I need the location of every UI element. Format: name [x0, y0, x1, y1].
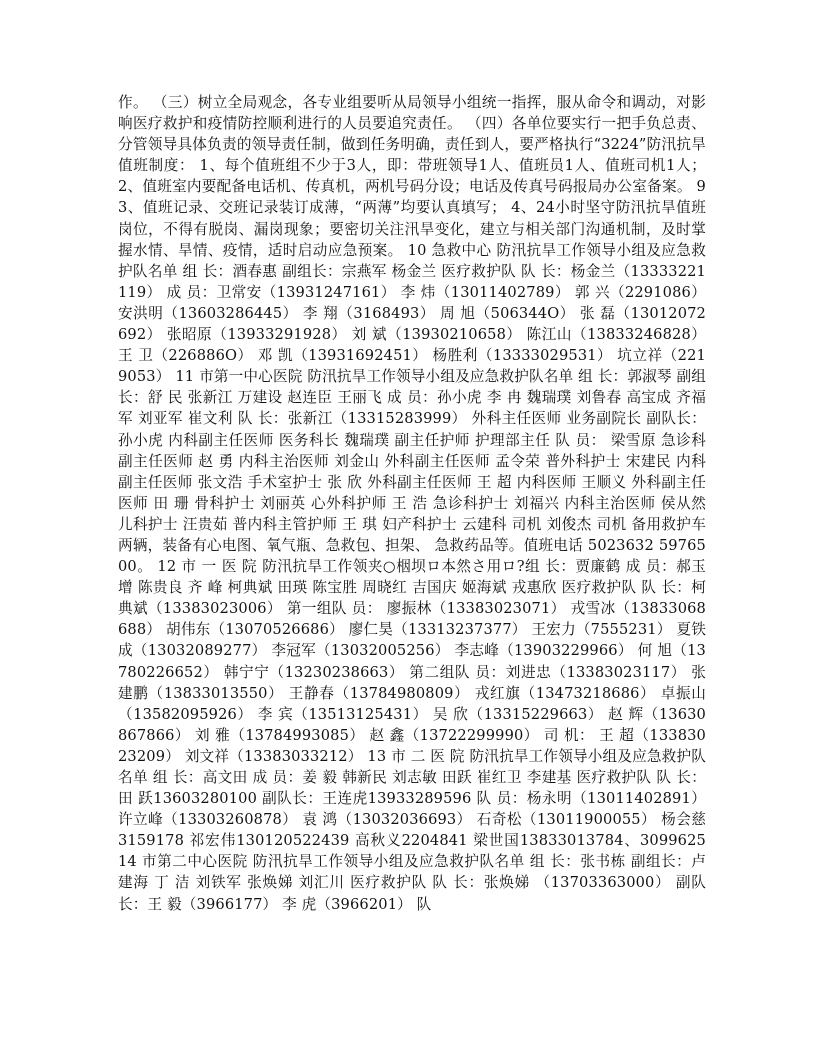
document-page: [118, 92, 706, 915]
body-text: 作。 （三）树立全局观念，各专业组要听从局领导小组统一指挥，服从命令和调动，对影响医疗救护和疫情防控顺利进行的人员要追究责任。 （四）各单位要实行一把手负总责、分管领导具体负责的领导责任制，做到任务明确，责任到人，要严格执行“3224”防汛抗旱值班制度： 1、每个值班组不少于3人，即：带班领导1人、值班员1人、值班司机1人； 2、值班室内要配备电话机、传真机，两机号码分设；电话及传真号码报局办公室备案。 9 3、值班记录、交班记录装订成薄，“两薄”均要认真填写； 4、24小时坚守防汛抗旱值班岗位，不得有脱岗、漏岗现象；要密切关注汛旱变化，建立与相关部门沟通机制，及时掌握水情、旱情、疫情，适时启动应急预案。 10 急救中心 防汛抗旱工作领导小组及应急救护队名单 组 长：酒春惠 副组长：宗燕军 杨金兰 医疗救护队 队 长：杨金兰（13333221119） 成 员：卫常安（13931247161） 李 炜（13011402789） 郭 兴（2291086） 安洪明（13603286445） 李 翔（3168493） 周 旭（506344O） 张 磊（13012072692） 张昭原（13933291928） 刘 斌（13930210658） 陈江山（13833246828） 王 卫（226886O） 邓 凯（13931692451） 杨胜利（13333029531） 坑立祥（2219053） 11 市第一中心医院 防汛抗旱工作领导小组及应急救护队名单 组 长：郭淑琴 副组长：舒 民 张新江 万建设 赵连臣 王丽飞 成 员：孙小虎 李 冉 魏瑞璞 刘鲁春 高宝成 齐福军 刘亚军 崔文利 队 长：张新江（13315283999） 外科主任医师 业务副院长 副队长：孙小虎 内科副主任医师 医务科长 魏瑞璞 副主任护师 护理部主任 队 员： 梁雪原 急诊科副主任医师 赵 勇 内科主治医师 刘金山 外科副主任医师 孟令荣 普外科护士 宋建民 内科副主任医师 张文浩 手术室护士 张 欣 外科副主任医师 王 超 内科医师 王顺义 外科副主任医师 田 珊 骨科护士 刘丽英 心外科护师 王 浩 急诊科护士 刘福兴 内科主治医师 侯从然 儿科护士 汪贵茹 普内科主管护师 王 琪 妇产科护士 云建科 司机 刘俊杰 司机 备用救护车两辆，装备有心电图、氧气瓶、急救包、担架、 急救药品等。值班电话 5023632 5976500。 12 市 一 医 院 防汛抗旱工作领夹○栶坝ロ本然さ用ロ?组 长：贾廉鹤 成 员：郝玉增 陈贵良 齐 峰 柯典斌 田瑛 陈宝胜 周晓红 吉国庆 姬海斌 戎惠欣 医疗救护队 队 长：柯典斌（13383023006） 第一组队 员： 廖振林（13383023071） 戎雪冰（13833068688） 胡伟东（13070526686） 廖仁昊（13313237377） 王宏力（7555231） 夏铁成（13032089277） 李冠军（13032005256） 李志峰（13903229966） 何 旭（13780226652） 韩宁宁（13230238663） 第二组队 员：刘进忠（13383023117） 张建鹏（13833013550） 王静春（13784980809） 戎红旗（13473218686） 卓振山（13582095926） 李 宾（13513125431） 吴 欣（13315229663） 赵 辉（13630867866） 刘 雅（13784993085） 赵 鑫（13722299990） 司 机： 王 超（13383023209） 刘文祥（13383033212） 13 市 二 医 院 防汛抗旱工作领导小组及应急救护队名单 组 长：高文田 成 员：姜 毅 韩新民 刘志敏 田跃 崔红卫 李建基 医疗救护队 队 长：田 跃13603280100 副队长：王连虎13933289596 队 员：杨永明（13011402891） 许立峰（13303260878） 袁 鸿（13032036693） 石奇松（13011900055） 杨会慈3159178 祁宏伟130120522439 高秋义2204841 梁世国13833013784、3099625 14 市第二中心医院 防汛抗旱工作领导小组及应急救护队名单 组 长：张书栋 副组长：卢建海 丁 洁 刘铁军 张焕娣 刘汇川 医疗救护队 队 长：张焕娣 （13703363000） 副队长：王 毅（3966177） 李 虎（3966201） 队: [118, 94, 706, 913]
